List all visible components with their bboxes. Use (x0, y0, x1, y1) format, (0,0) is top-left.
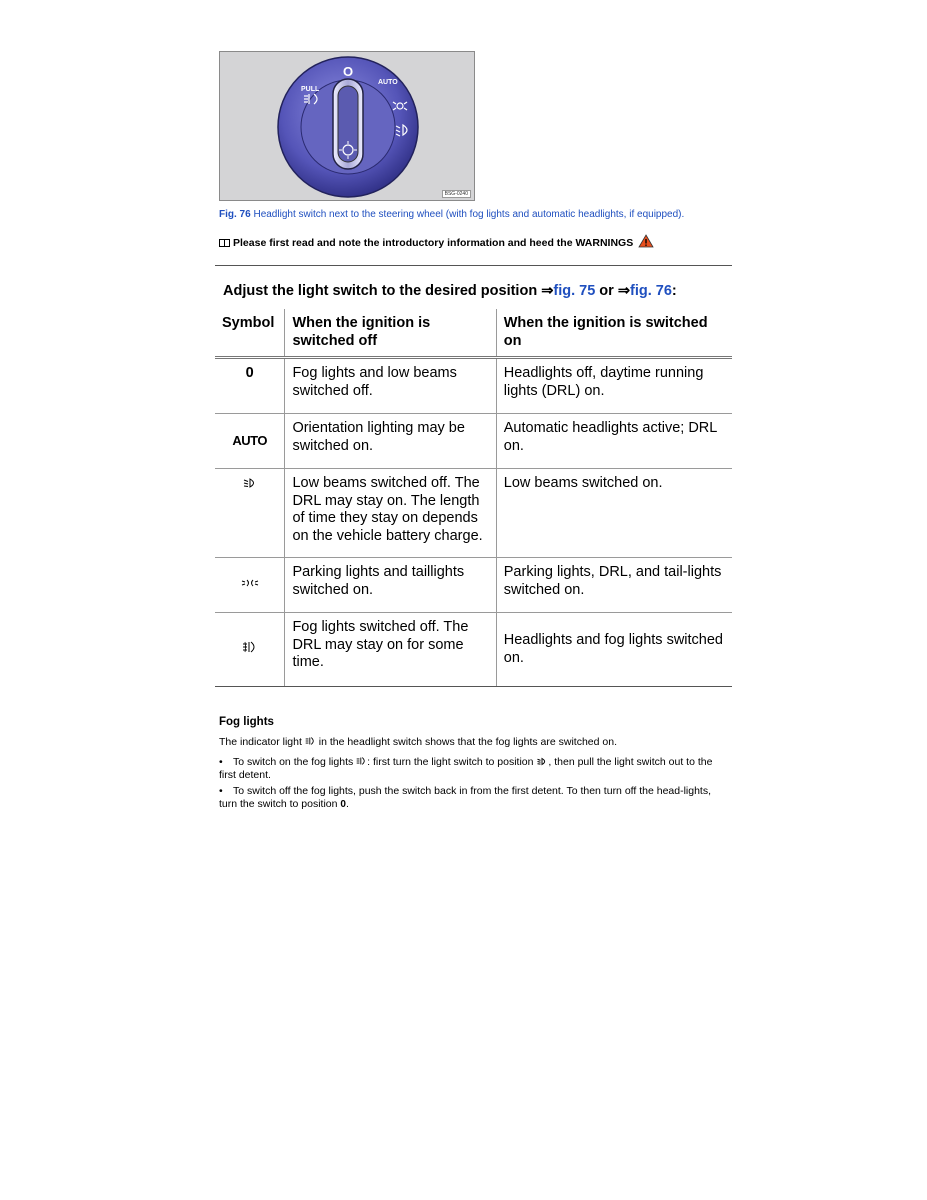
fog-light-icon (356, 756, 367, 766)
light-switch-table (215, 309, 732, 687)
fog-lights-heading: Fog lights (219, 716, 274, 728)
bullet-switch-off (219, 785, 731, 811)
parking-light-icon (241, 578, 259, 588)
bullet-switch-on (219, 756, 731, 782)
b1-text-c: , then pull the light switch out to the first detent. (219, 756, 713, 781)
read-first-text: Please first read and note the introductory information and heed the WARNINGS (233, 237, 634, 249)
b1-text-a: To switch on the fog lights (233, 756, 354, 768)
cell-on: Low beams switched on. (496, 469, 732, 558)
read-first-note (219, 234, 654, 251)
fig75-link[interactable]: fig. 75 (553, 283, 596, 299)
table-header-row (215, 309, 732, 358)
headlight-switch-illustration (220, 52, 475, 201)
warning-icon[interactable] (638, 234, 654, 251)
cell-on: Headlights off, daytime running lights (DRL) on. (496, 358, 732, 414)
section-divider (215, 265, 732, 266)
b1-text-b: : first turn the light switch to position (367, 756, 534, 768)
table-heading-text: Adjust the light switch to the desired position ⇒ (223, 283, 554, 299)
table-heading (223, 283, 677, 299)
b2-zero: 0 (340, 799, 346, 810)
table-row (215, 558, 732, 613)
figure-code: BSG-0240 (442, 190, 471, 198)
cell-off: Fog lights and low beams switched off. (285, 358, 496, 414)
table-row (215, 613, 732, 687)
p1-text-a: The indicator light (219, 736, 302, 748)
table-row (215, 358, 732, 414)
b2-end: . (345, 798, 349, 810)
switch-zero-label: O (342, 64, 354, 79)
table-heading-colon: : (671, 283, 677, 299)
symbol-zero: 0 (215, 358, 285, 414)
cell-off: Low beams switched off. The DRL may stay on. The length of time they stay on depends on the vehicle battery charge. (285, 469, 496, 558)
header-ignition-off: When the ignition is switched off (285, 309, 496, 358)
b2-text-a: To switch off the fog lights, push the switch back in from the first detent. To then turn off the head-lights, turn the switch to position (219, 785, 712, 810)
book-icon (219, 239, 230, 247)
cell-off: Orientation lighting may be switched on. (285, 414, 496, 469)
cell-on: Automatic headlights active; DRL on. (496, 414, 732, 469)
table-row (215, 469, 732, 558)
p1-text-b: in the headlight switch shows that the fog lights are switched on. (318, 736, 617, 748)
header-symbol: Symbol (215, 309, 285, 358)
bullet: • (219, 756, 223, 768)
header-ignition-on: When the ignition is switched on (496, 309, 732, 358)
headlight-switch-figure (219, 51, 475, 201)
fog-light-icon (305, 736, 316, 746)
fog-indicator-paragraph (219, 736, 731, 749)
cell-on: Parking lights, DRL, and tail-lights switched on. (496, 558, 732, 613)
cell-off: Parking lights and taillights switched on. (285, 558, 496, 613)
caption-text: Headlight switch next to the steering wheel (with fog lights and automatic headlights, if equipped). (250, 209, 685, 220)
bullet: • (219, 785, 223, 797)
cell-off: Fog lights switched off. The DRL may stay on for some time. (285, 613, 496, 687)
fog-light-icon (242, 640, 258, 654)
switch-auto-label: AUTO (378, 79, 398, 86)
low-beam-icon (242, 477, 258, 489)
symbol-auto: AUTO (215, 414, 285, 469)
table-row (215, 414, 732, 469)
figure-label: Fig. 76 (219, 209, 251, 220)
fig76-link[interactable]: fig. 76 (629, 283, 672, 299)
cell-on: Headlights and fog lights switched on. (496, 613, 732, 687)
switch-pull-label: PULL (301, 86, 320, 93)
table-heading-or: or ⇒ (595, 283, 630, 299)
figure-caption (219, 209, 684, 220)
low-beam-icon (536, 757, 548, 766)
